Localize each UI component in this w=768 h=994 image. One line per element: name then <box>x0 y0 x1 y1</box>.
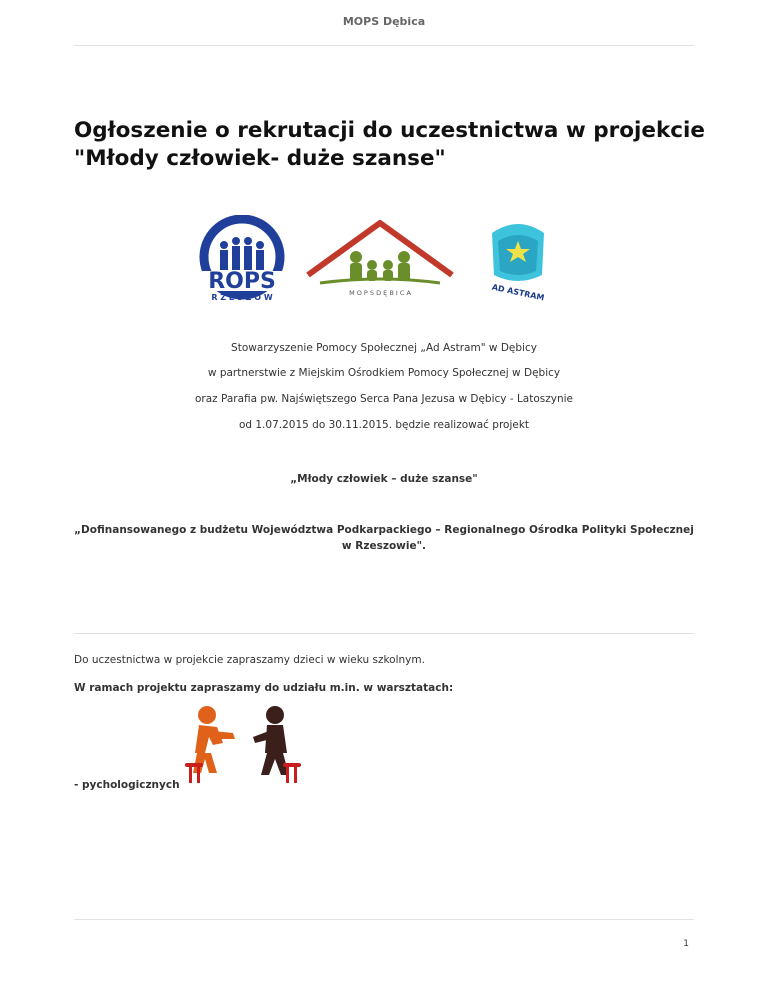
site-header-title: MOPS Dębica <box>342 15 426 28</box>
partner-logos <box>190 215 560 305</box>
adastram-caption: AD ASTRAM <box>491 282 546 303</box>
adastram-logo <box>478 215 560 303</box>
mops-caption: M O P S D Ę B I C A <box>349 289 411 297</box>
rops-word: ROPS <box>208 269 276 294</box>
talking-figures-illustration <box>183 703 305 788</box>
workshop-item-psychological: - pychologicznych <box>74 779 180 791</box>
intro-dates-line: od 1.07.2015 do 30.11.2015. będzie realizować projekt <box>238 419 530 431</box>
section-divider <box>74 633 694 634</box>
workshops-heading: W ramach projektu zapraszamy do udziału m.in. w warsztatach: <box>74 682 454 694</box>
rops-logo <box>190 215 300 303</box>
intro-parish-line: oraz Parafia pw. Najświętszego Serca Pana Jezusa w Dębicy - Latoszynie <box>194 393 574 405</box>
mops-logo <box>300 215 460 303</box>
header-divider <box>74 45 694 46</box>
invite-text: Do uczestnictwa w projekcie zapraszamy dzieci w wieku szkolnym. <box>74 654 425 666</box>
funding-line-1: „Dofinansowanego z budżetu Województwa Podkarpackiego – Regionalnego Ośrodka Polityki Społecznej <box>74 524 694 536</box>
intro-association-line: Stowarzyszenie Pomocy Społecznej „Ad Astram" w Dębicy <box>231 342 537 354</box>
intro-partnership-line: w partnerstwie z Miejskim Ośrodkiem Pomocy Społecznej w Dębicy <box>207 367 561 379</box>
rops-city: R Z E S Z Ó W <box>211 293 273 302</box>
page-title: Ogłoszenie o rekrutacji do uczestnictwa w projekcie "Młody człowiek- duże szanse" <box>74 118 705 171</box>
page-number: 1 <box>683 939 689 949</box>
footer-divider <box>74 919 694 920</box>
funding-line-2: w Rzeszowie". <box>341 540 427 552</box>
project-name: „Młody człowiek – duże szanse" <box>290 473 478 485</box>
